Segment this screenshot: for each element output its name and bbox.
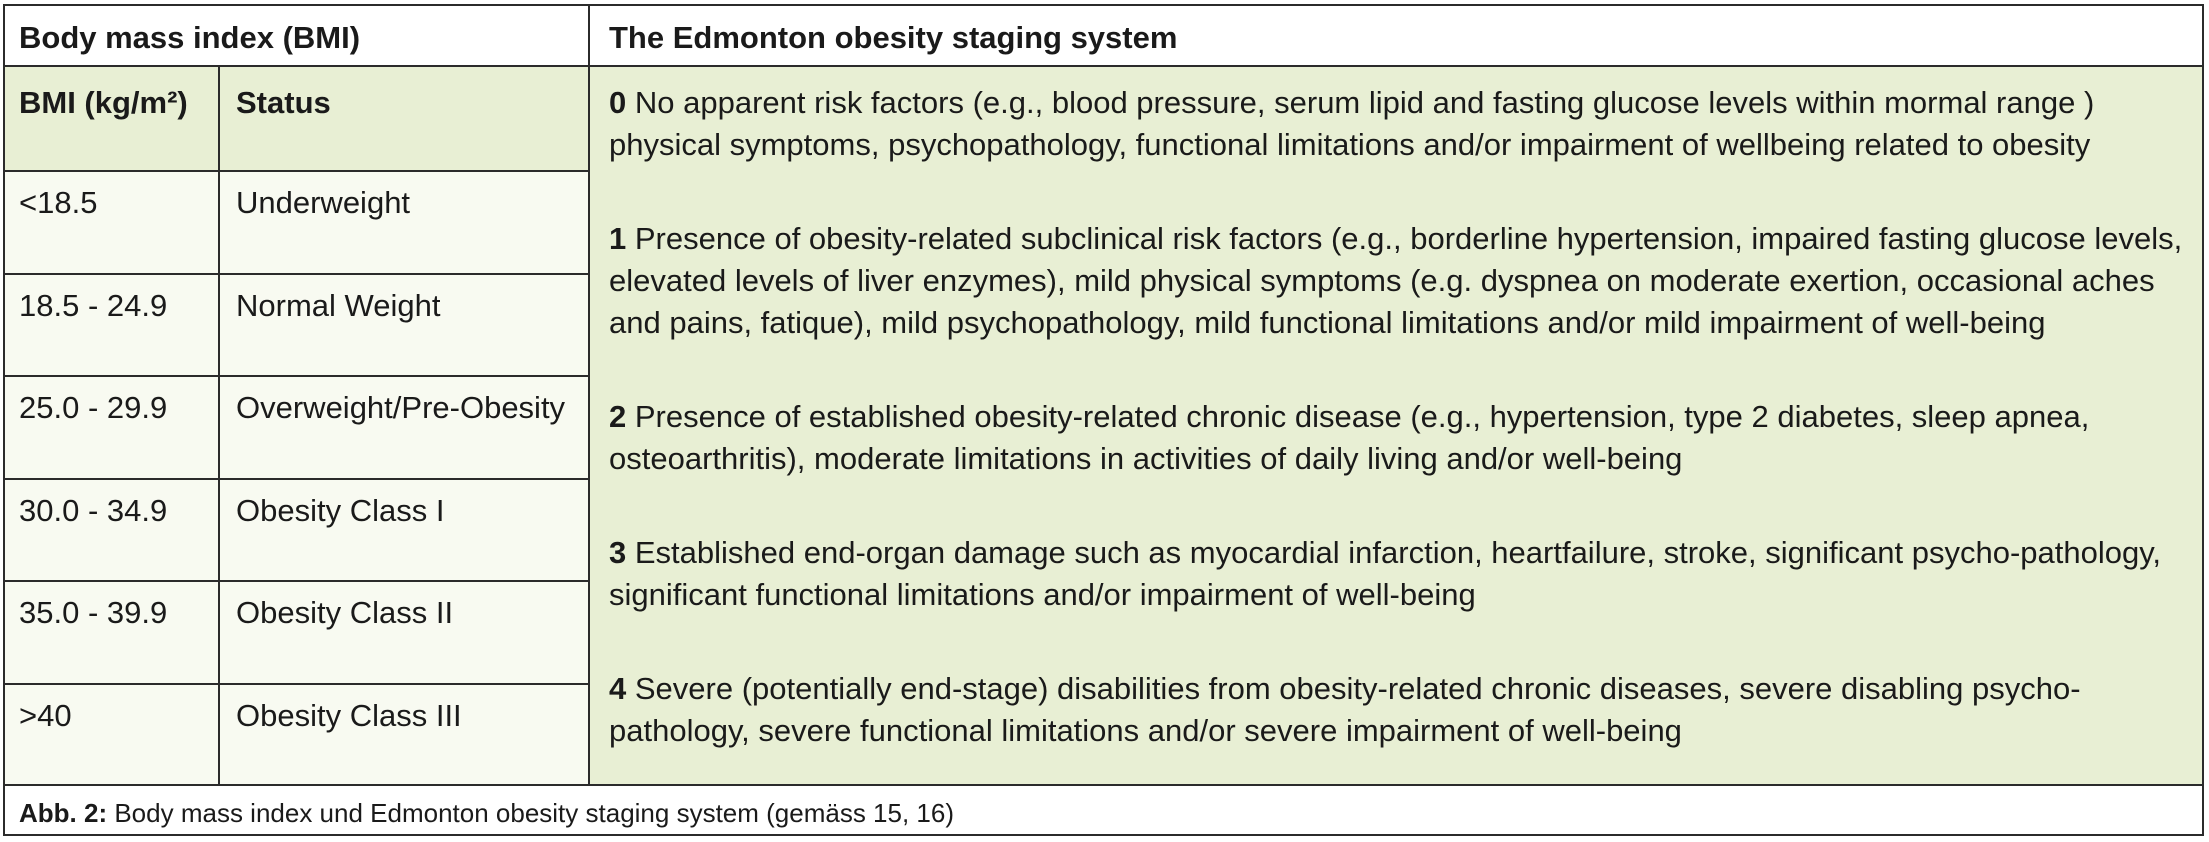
stage-description: Presence of obesity-related subclinical risk factors (e.g., borderline hypertension, impaired fasting glucose levels, elevated levels of liver enzymes), mild physical symptoms (e.g. dyspnea on moderate exertion, occasional aches and pains, fatique), mild psychopathology, mild functional limitations and/or mild impairment of well-being [609, 221, 2183, 340]
bmi-range: 18.5 - 24.9 [19, 288, 168, 323]
bmi-status-cell [220, 582, 590, 685]
stage-description: Established end-organ damage such as myocardial infarction, heartfailure, stroke, significant psycho-pathology, significant functional limitations and/or impairment of well-being [609, 535, 2162, 612]
bmi-col-header [5, 67, 220, 172]
bmi-status-cell [220, 172, 590, 275]
bmi-col-label: BMI (kg/m²) [19, 85, 188, 120]
stage-item [609, 82, 2192, 166]
eoss-stages-panel [590, 67, 2202, 786]
caption-text: Body mass index und Edmonton obesity staging system (gemäss 15, 16) [114, 798, 954, 828]
stage-description: Presence of established obesity-related chronic disease (e.g., hypertension, type 2 diabetes, sleep apnea, osteoarthritis), moderate limitations in activities of daily living and/or well-being [609, 399, 2090, 476]
status-col-header [220, 67, 590, 172]
stage-description: No apparent risk factors (e.g., blood pressure, serum lipid and fasting glucose levels within mormal range ) physical symptoms, psychopathology, functional limitations and/or impairment of wellbeing related to obesity [609, 85, 2095, 162]
bmi-status: Obesity Class I [236, 493, 445, 528]
stage-item [609, 396, 2192, 480]
stage-item [609, 668, 2192, 752]
stage-number: 1 [609, 221, 627, 256]
bmi-range: >40 [19, 698, 72, 733]
eoss-section-header [590, 6, 2202, 67]
caption-label: Abb. 2: [19, 798, 108, 828]
bmi-range-cell [5, 582, 220, 685]
bmi-range-cell [5, 685, 220, 786]
bmi-section-title: Body mass index (BMI) [19, 20, 361, 55]
stage-number: 0 [609, 85, 627, 120]
stage-item [609, 532, 2192, 616]
table-frame [3, 4, 2204, 836]
bmi-status: Normal Weight [236, 288, 441, 323]
bmi-status-cell [220, 275, 590, 377]
bmi-range-cell [5, 172, 220, 275]
bmi-range-cell [5, 377, 220, 480]
bmi-status: Overweight/Pre-Obesity [236, 390, 566, 425]
bmi-range-cell [5, 480, 220, 582]
bmi-status-cell [220, 377, 590, 480]
bmi-status: Obesity Class II [236, 595, 454, 630]
status-col-label: Status [236, 85, 331, 120]
bmi-status-cell [220, 685, 590, 786]
bmi-status-cell [220, 480, 590, 582]
stage-number: 3 [609, 535, 627, 570]
bmi-range: 35.0 - 39.9 [19, 595, 168, 630]
bmi-range-cell [5, 275, 220, 377]
stage-description: Severe (potentially end-stage) disabilities from obesity-related chronic diseases, severe disabling psycho-pathology, severe functional limitations and/or severe impairment of well-being [609, 671, 2081, 748]
bmi-range: 30.0 - 34.9 [19, 493, 168, 528]
bmi-status: Obesity Class III [236, 698, 462, 733]
bmi-range: <18.5 [19, 185, 98, 220]
stage-number: 2 [609, 399, 627, 434]
bmi-status: Underweight [236, 185, 411, 220]
bmi-section-header [5, 6, 590, 67]
figure-caption [5, 786, 2202, 834]
stage-item [609, 218, 2192, 344]
stage-number: 4 [609, 671, 627, 706]
eoss-section-title: The Edmonton obesity staging system [609, 20, 1178, 55]
bmi-range: 25.0 - 29.9 [19, 390, 168, 425]
